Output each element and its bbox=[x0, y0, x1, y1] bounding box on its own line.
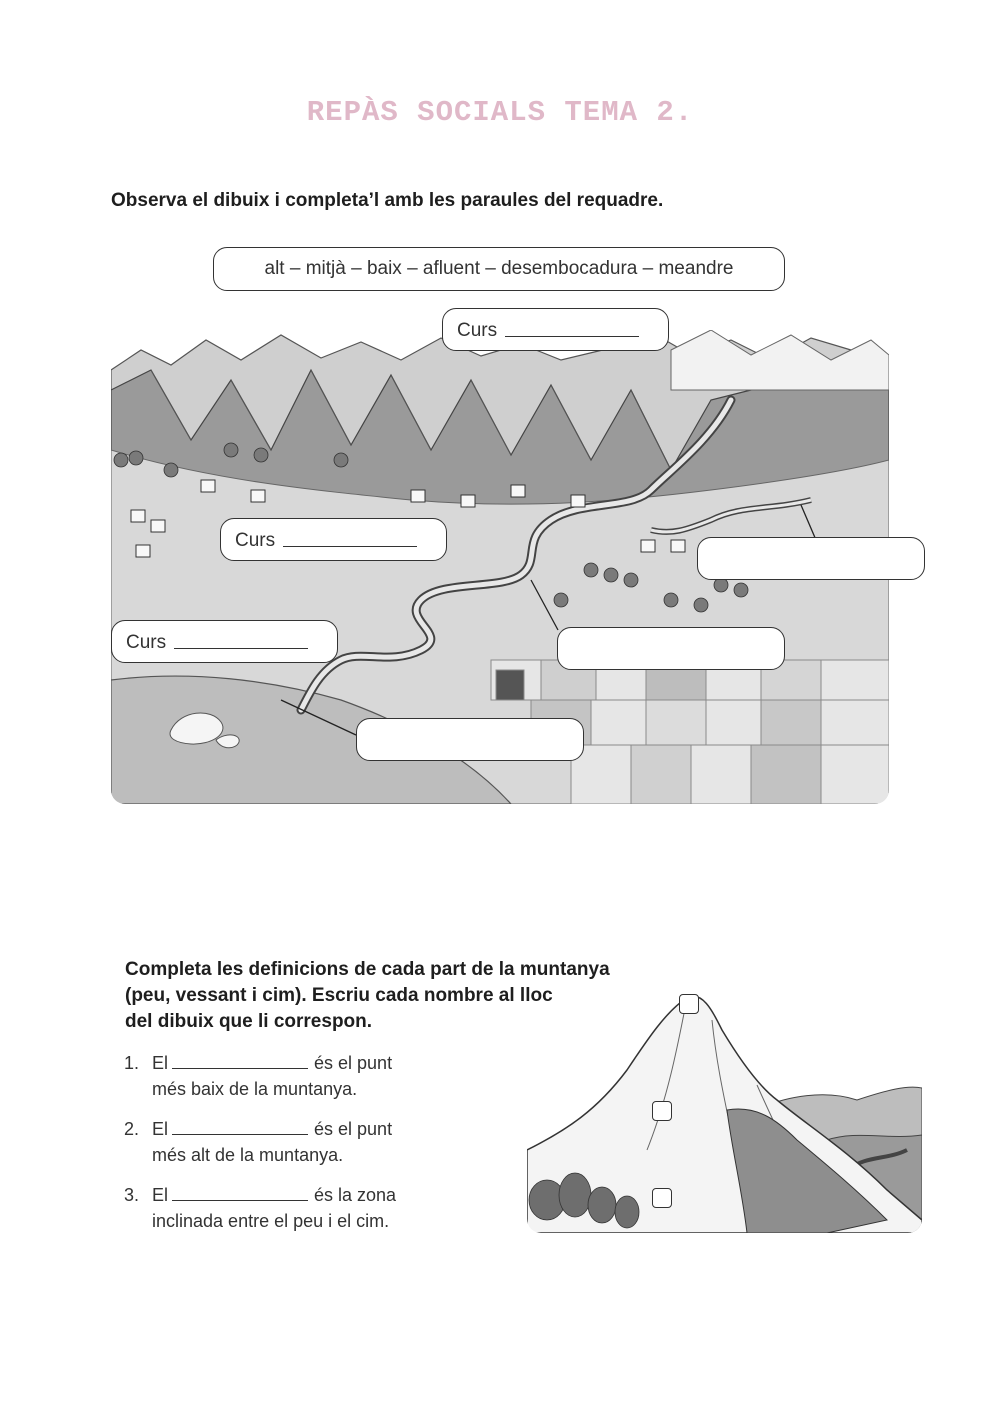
definition-text: més baix de la muntanya. bbox=[152, 1079, 358, 1099]
definition-prefix: El bbox=[152, 1185, 169, 1205]
definition-blank[interactable] bbox=[172, 1054, 308, 1069]
blank-label-desembocadura[interactable] bbox=[356, 718, 584, 761]
definition-prefix: El bbox=[152, 1119, 169, 1139]
answer-line bbox=[505, 336, 639, 337]
definition-suffix: és el punt bbox=[314, 1119, 393, 1139]
definition-text: més alt de la muntanya. bbox=[152, 1145, 344, 1165]
definition-number: 2. bbox=[124, 1119, 140, 1139]
definition-blank[interactable] bbox=[172, 1120, 308, 1135]
definition-number: 3. bbox=[124, 1185, 140, 1205]
curs-label: Curs bbox=[126, 632, 167, 653]
definition-number: 1. bbox=[124, 1053, 140, 1073]
definition-2 bbox=[124, 1116, 444, 1168]
answer-square-peu[interactable] bbox=[652, 1188, 672, 1208]
definition-blank[interactable] bbox=[172, 1186, 308, 1201]
curs-label: Curs bbox=[235, 530, 276, 551]
instruction-line: del dibuix que li correspon. bbox=[125, 1011, 373, 1032]
page-title: REPÀS SOCIALS TEMA 2. bbox=[306, 96, 694, 129]
mountain-icon bbox=[527, 990, 922, 1233]
definition-prefix: El bbox=[152, 1053, 169, 1073]
label-curs-mitja[interactable] bbox=[220, 518, 447, 561]
instruction-line: (peu, vessant i cim). Escriu cada nombre al lloc bbox=[125, 985, 553, 1006]
mountain-illustration bbox=[527, 990, 922, 1233]
definition-1 bbox=[124, 1050, 444, 1102]
blank-label-meandre[interactable] bbox=[557, 627, 785, 670]
exercise1-instruction: Observa el dibuix i completa’l amb les paraules del requadre. bbox=[111, 190, 664, 211]
definition-text: inclinada entre el peu i el cim. bbox=[152, 1211, 390, 1231]
answer-square-cim[interactable] bbox=[679, 994, 699, 1014]
definition-3 bbox=[124, 1182, 444, 1234]
answer-line bbox=[283, 546, 417, 547]
blank-label-afluent[interactable] bbox=[697, 537, 925, 580]
definition-suffix: és el punt bbox=[314, 1053, 393, 1073]
answer-square-vessant[interactable] bbox=[652, 1101, 672, 1121]
definition-suffix: és la zona bbox=[314, 1185, 397, 1205]
label-curs-baix[interactable] bbox=[111, 620, 338, 663]
word-box: alt – mitjà – baix – afluent – desembocadura – meandre bbox=[213, 247, 785, 291]
instruction-line: Completa les definicions de cada part de la muntanya bbox=[125, 959, 610, 980]
curs-label: Curs bbox=[457, 320, 498, 341]
label-curs-alt[interactable] bbox=[442, 308, 669, 351]
answer-line bbox=[174, 648, 308, 649]
